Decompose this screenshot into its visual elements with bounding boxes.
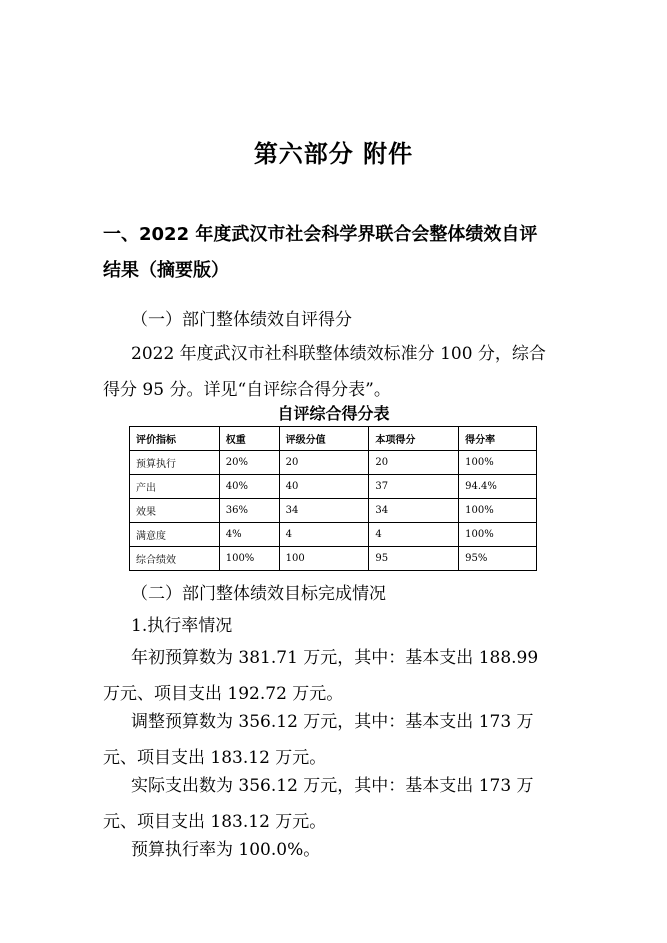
initial-budget-line1: 年初预算数为 381.71 万元，其中：基本支出 188.99 <box>131 648 539 668</box>
table-cell: 4% <box>219 523 279 547</box>
score-table-title: 自评综合得分表 <box>277 404 390 423</box>
column-header: 评级分值 <box>279 427 369 451</box>
column-header: 得分率 <box>459 427 537 451</box>
table-cell: 4 <box>279 523 369 547</box>
table-cell: 20% <box>219 451 279 475</box>
table-cell: 36% <box>219 499 279 523</box>
score-summary-paragraph <box>103 336 583 408</box>
initial-budget-line2: 万元、项目支出 192.72 万元。 <box>103 684 344 704</box>
section-heading-line1: 一、2022 年度武汉市社会科学界联合会整体绩效自评 <box>103 224 538 245</box>
table-row <box>130 523 537 547</box>
execution-rate-paragraph: 预算执行率为 100.0%。 <box>131 840 321 860</box>
table-cell: 4 <box>369 523 459 547</box>
table-cell: 94.4% <box>459 475 537 499</box>
table-cell: 满意度 <box>130 523 220 547</box>
table-cell: 40% <box>219 475 279 499</box>
table-cell: 效果 <box>130 499 220 523</box>
column-header: 权重 <box>219 427 279 451</box>
score-summary-line2: 得分 95 分。详见“自评综合得分表”。 <box>103 380 391 400</box>
table-row <box>130 547 537 571</box>
adjusted-budget-line2: 元、项目支出 183.12 万元。 <box>103 748 327 768</box>
subsection-heading-2: （二）部门整体绩效目标完成情况 <box>131 584 386 604</box>
actual-expenditure-paragraph <box>103 768 583 840</box>
table-row <box>130 499 537 523</box>
table-cell: 95 <box>369 547 459 571</box>
actual-expenditure-line1: 实际支出数为 356.12 万元，其中：基本支出 173 万 <box>131 776 534 796</box>
score-summary-line1: 2022 年度武汉市社科联整体绩效标准分 100 分，综合 <box>131 344 546 364</box>
column-header: 本项得分 <box>369 427 459 451</box>
table-cell: 100% <box>459 451 537 475</box>
table-row <box>130 451 537 475</box>
table-cell: 20 <box>279 451 369 475</box>
table-cell: 20 <box>369 451 459 475</box>
subsection-heading-1: （一）部门整体绩效自评得分 <box>131 310 352 330</box>
table-cell: 100 <box>279 547 369 571</box>
table-cell: 综合绩效 <box>130 547 220 571</box>
table-cell: 40 <box>279 475 369 499</box>
section-heading <box>103 217 593 289</box>
table-cell: 100% <box>459 499 537 523</box>
table-cell: 34 <box>279 499 369 523</box>
table-header-row <box>130 427 537 451</box>
table-cell: 100% <box>219 547 279 571</box>
score-table <box>129 426 537 571</box>
adjusted-budget-line1: 调整预算数为 356.12 万元，其中：基本支出 173 万 <box>131 712 534 732</box>
table-cell: 100% <box>459 523 537 547</box>
actual-expenditure-line2: 元、项目支出 183.12 万元。 <box>103 812 327 832</box>
table-cell: 37 <box>369 475 459 499</box>
table-cell: 产出 <box>130 475 220 499</box>
adjusted-budget-paragraph <box>103 704 583 776</box>
table-cell: 95% <box>459 547 537 571</box>
table-cell: 34 <box>369 499 459 523</box>
item-heading-execution-rate: 1.执行率情况 <box>131 616 233 636</box>
page-title: 第六部分 附件 <box>253 140 414 168</box>
initial-budget-paragraph <box>103 640 583 712</box>
table-cell: 预算执行 <box>130 451 220 475</box>
table-row <box>130 475 537 499</box>
section-heading-line2: 结果（摘要版） <box>103 260 229 281</box>
column-header: 评价指标 <box>130 427 220 451</box>
